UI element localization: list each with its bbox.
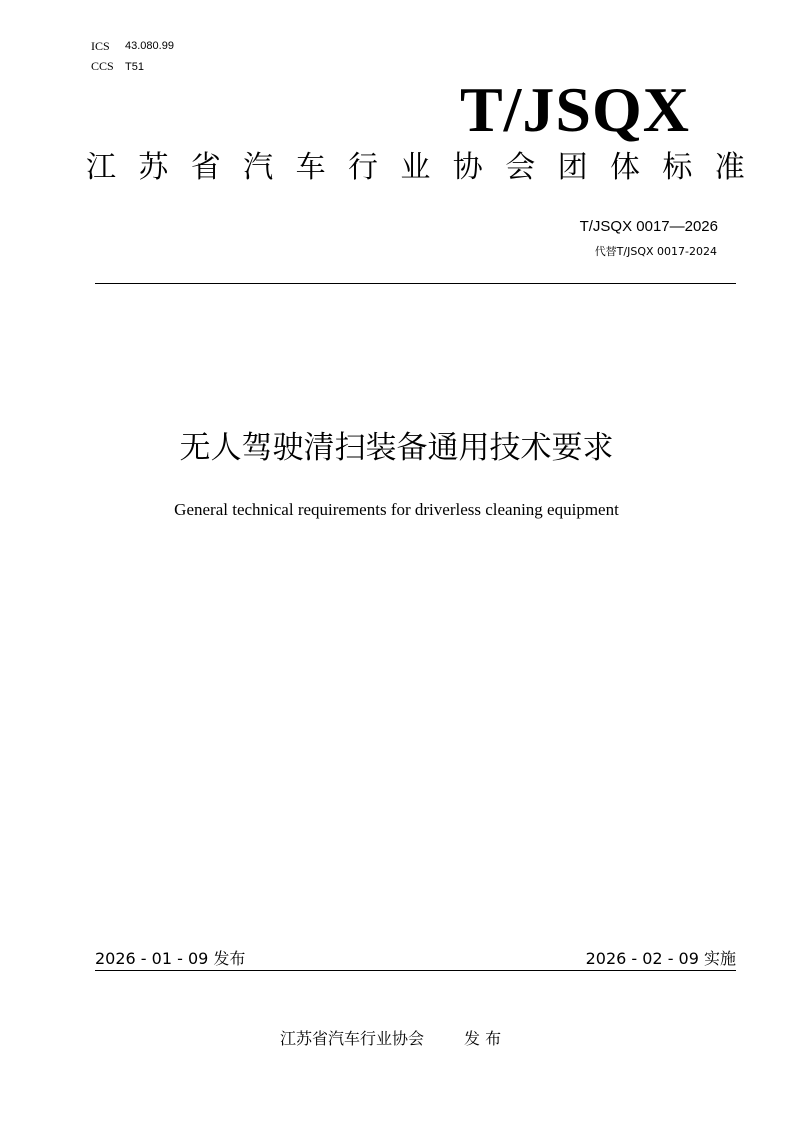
header-divider <box>95 283 736 284</box>
organization-title: 江苏省汽车行业协会团体标准 <box>86 150 768 185</box>
ics-value: 43.080.99 <box>125 40 174 52</box>
publisher-action: 发 布 <box>464 1029 502 1048</box>
document-title-english: General technical requirements for driverless cleaning equipment <box>174 500 619 519</box>
footer-divider <box>95 970 736 971</box>
document-title-chinese: 无人驾驶清扫装备通用技术要求 <box>179 430 614 466</box>
publisher-line <box>280 1026 501 1049</box>
implementation-date: 2026 - 02 - 09 实施 <box>585 949 736 968</box>
publish-date: 2026 - 01 - 09 发布 <box>95 949 246 968</box>
ics-label: ICS <box>91 39 110 53</box>
replaces-standard: 代替T/JSQX 0017-2024 <box>594 245 717 258</box>
ccs-label: CCS <box>91 59 114 73</box>
publisher-name: 江苏省汽车行业协会 <box>280 1029 425 1048</box>
standard-logo: T/JSQX <box>459 74 690 145</box>
ccs-value: T51 <box>125 61 144 73</box>
standard-number: T/JSQX 0017—2026 <box>579 218 718 235</box>
